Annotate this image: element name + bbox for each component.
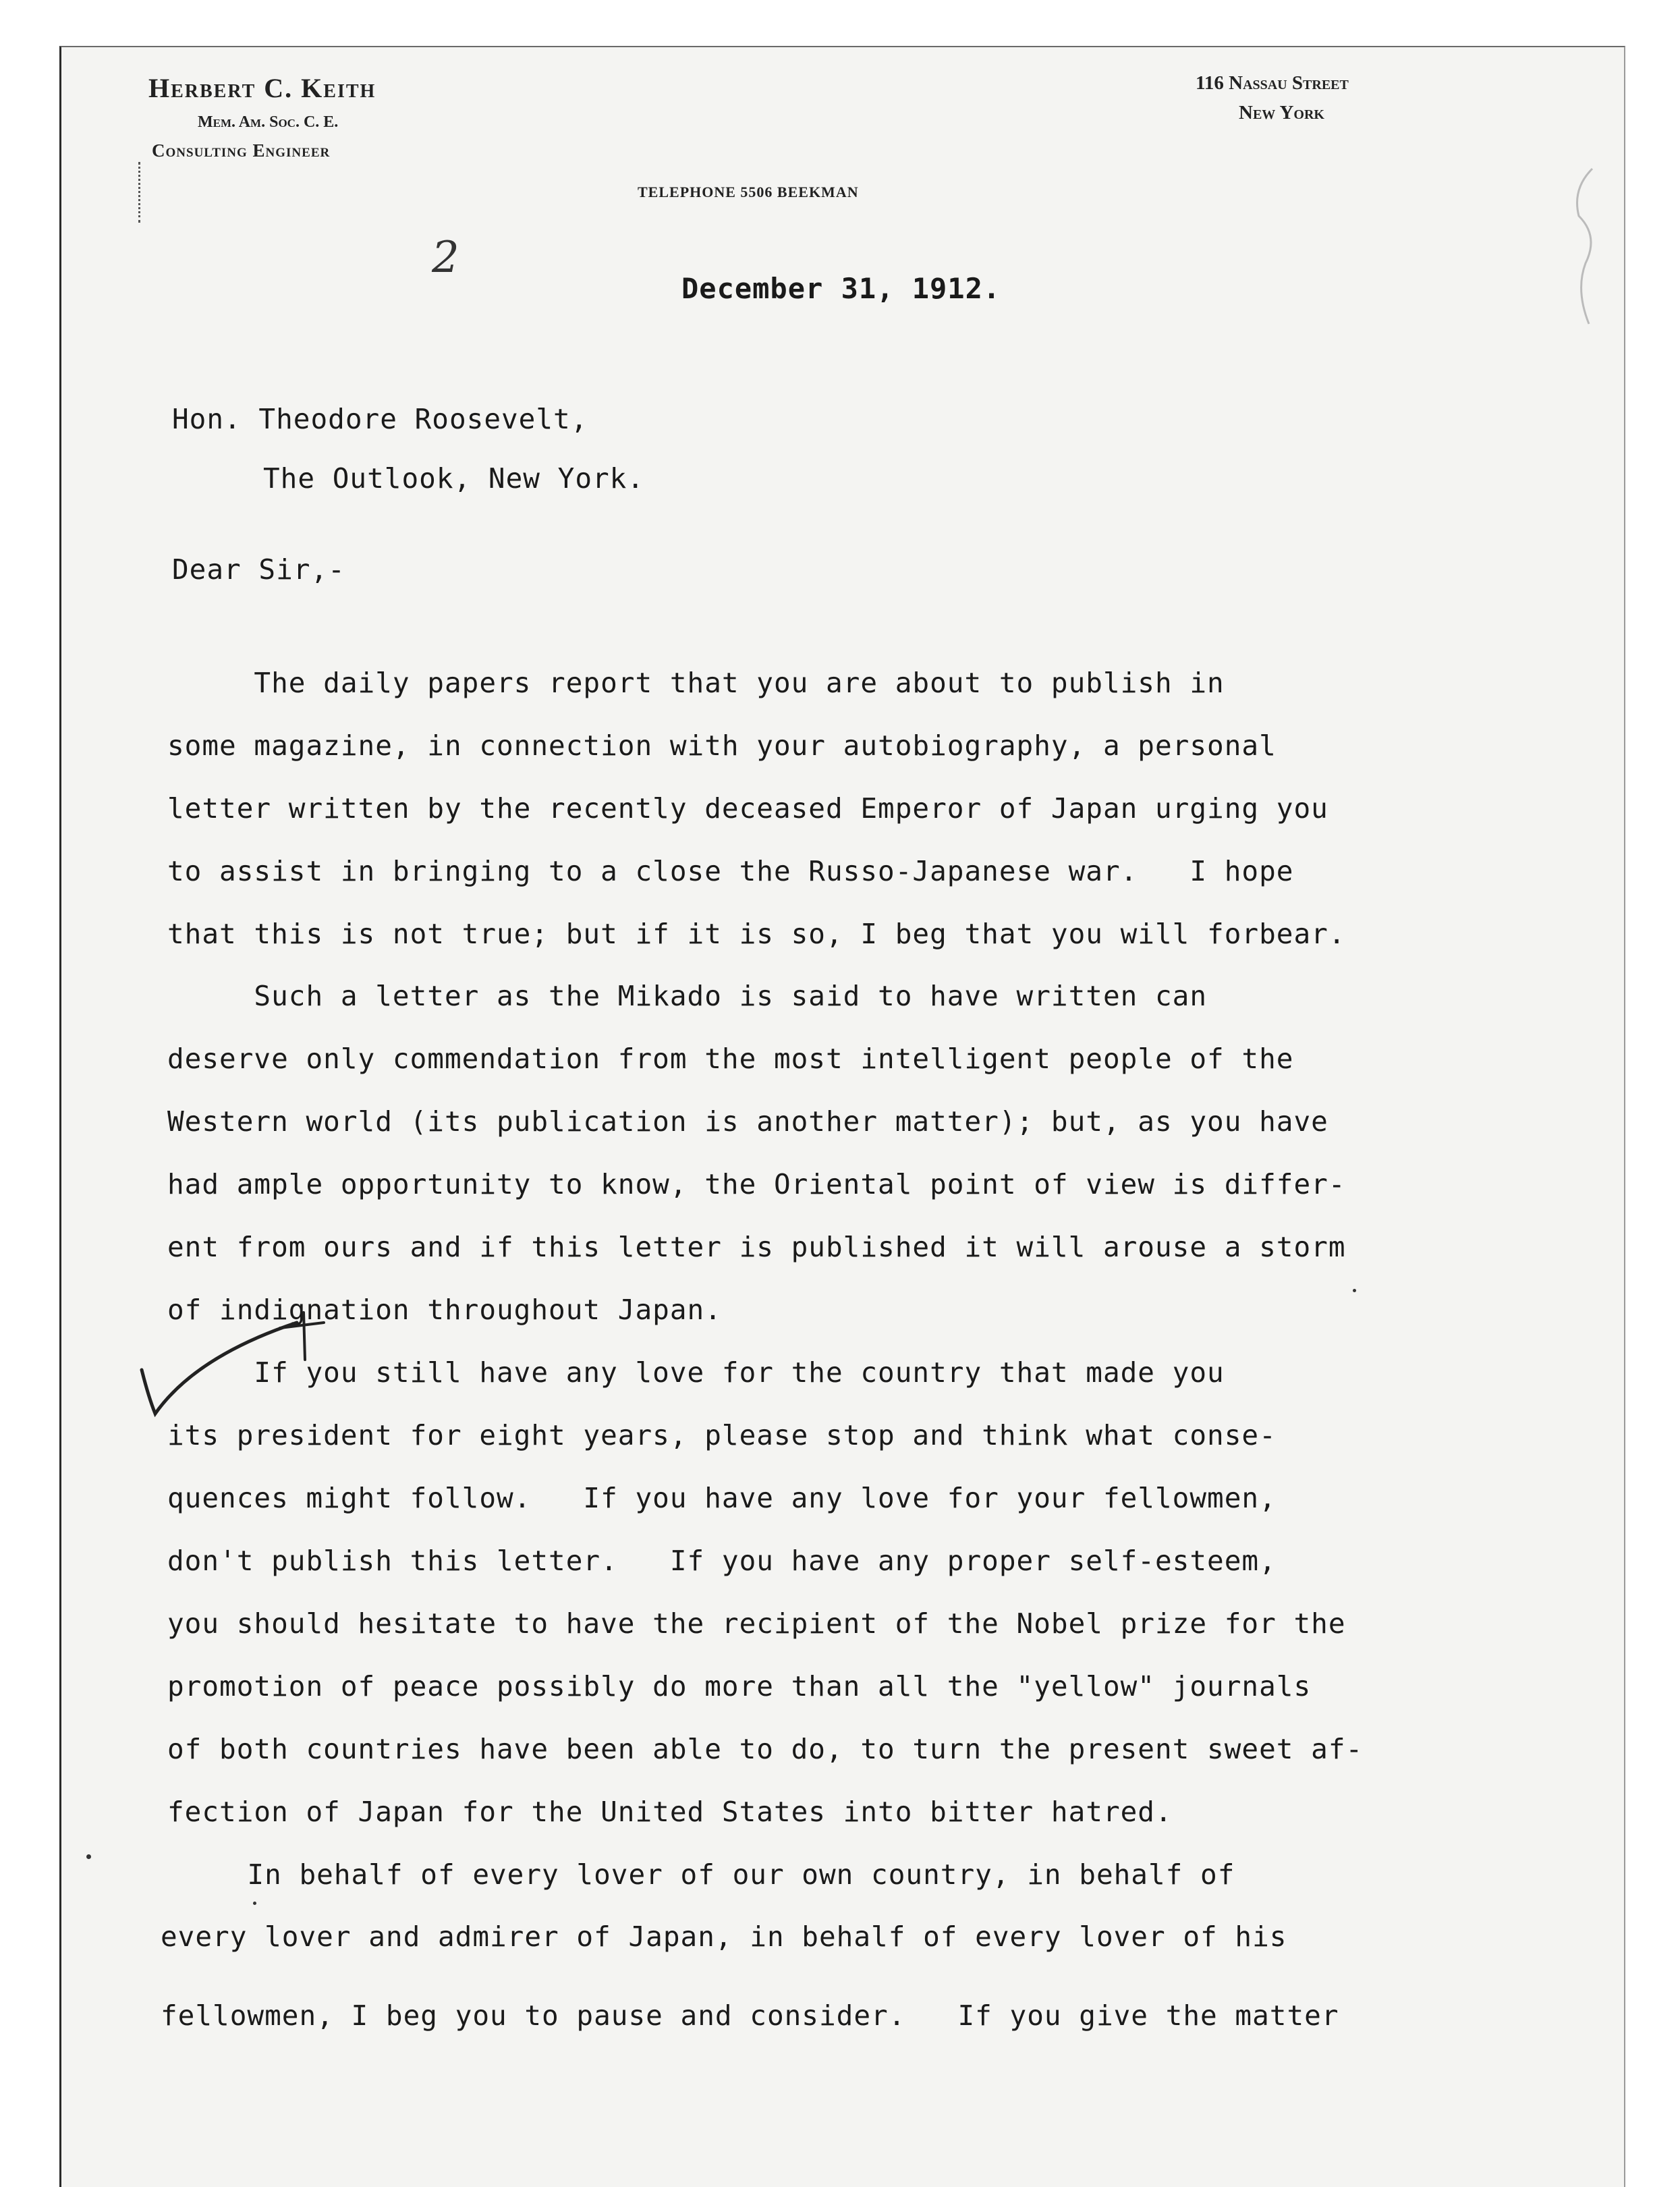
body-line: If you still have any love for the country that made you	[167, 1356, 1225, 1389]
body-line: Such a letter as the Mikado is said to have written can	[167, 980, 1208, 1012]
body-line: deserve only commendation from the most intelligent people of the	[167, 1043, 1294, 1075]
body-line: had ample opportunity to know, the Oriental point of view is differ-	[167, 1168, 1346, 1200]
body-line: Western world (its publication is another matter); but, as you have	[167, 1105, 1328, 1138]
scan-speck	[86, 1854, 91, 1859]
letterhead-title: Consulting Engineer	[152, 140, 331, 161]
body-line: of indignation throughout Japan.	[167, 1294, 722, 1326]
recipient-address: The Outlook, New York.	[263, 462, 645, 495]
body-line: every lover and admirer of Japan, in behalf of every lover of his	[161, 1920, 1287, 1953]
handwritten-page-number: 2	[432, 233, 459, 283]
letterhead-street: 116 Nassau Street	[1196, 72, 1349, 94]
body-line: that this is not true; but if it is so, I beg that you will forbear.	[167, 918, 1346, 950]
letter-date: December 31, 1912.	[681, 272, 1001, 305]
handwritten-check-mark-icon	[128, 1296, 331, 1471]
body-line: ent from ours and if this letter is published it will arouse a storm	[167, 1231, 1346, 1263]
body-line: don't publish this letter. If you have any proper self-esteem,	[167, 1545, 1277, 1577]
body-line: quences might follow. If you have any love for your fellowmen,	[167, 1482, 1277, 1514]
recipient-name: Hon. Theodore Roosevelt,	[172, 403, 588, 435]
body-line: letter written by the recently deceased Emperor of Japan urging you	[167, 792, 1328, 825]
salutation: Dear Sir,-	[172, 553, 345, 586]
body-line: to assist in bringing to a close the Russo-Japanese war. I hope	[167, 855, 1294, 887]
letterhead-telephone: TELEPHONE 5506 BEEKMAN	[638, 184, 859, 200]
body-line: fellowmen, I beg you to pause and consider. If you give the matter	[161, 1999, 1339, 2032]
body-line: its president for eight years, please stop and think what conse-	[167, 1419, 1277, 1451]
body-line: The daily papers report that you are about to publish in	[167, 667, 1225, 699]
letterhead-city: New York	[1239, 102, 1324, 123]
margin-punch-mark	[138, 162, 144, 223]
page-edge-curl	[1552, 162, 1613, 337]
letterhead-name: Herbert C. Keith	[148, 73, 376, 103]
body-line: fection of Japan for the United States into bitter hatred.	[167, 1796, 1173, 1828]
body-line: promotion of peace possibly do more than all the "yellow" journals	[167, 1670, 1312, 1702]
scan-speck	[253, 1902, 256, 1905]
body-line: you should hesitate to have the recipient of the Nobel prize for the	[167, 1607, 1346, 1640]
body-line: some magazine, in connection with your autobiography, a personal	[167, 729, 1277, 762]
letterhead-society: Mem. Am. Soc. C. E.	[198, 113, 339, 131]
scan-speck	[1353, 1289, 1356, 1292]
body-line: of both countries have been able to do, to turn the present sweet af-	[167, 1733, 1364, 1765]
body-line: In behalf of every lover of our own country, in behalf of	[161, 1858, 1235, 1891]
